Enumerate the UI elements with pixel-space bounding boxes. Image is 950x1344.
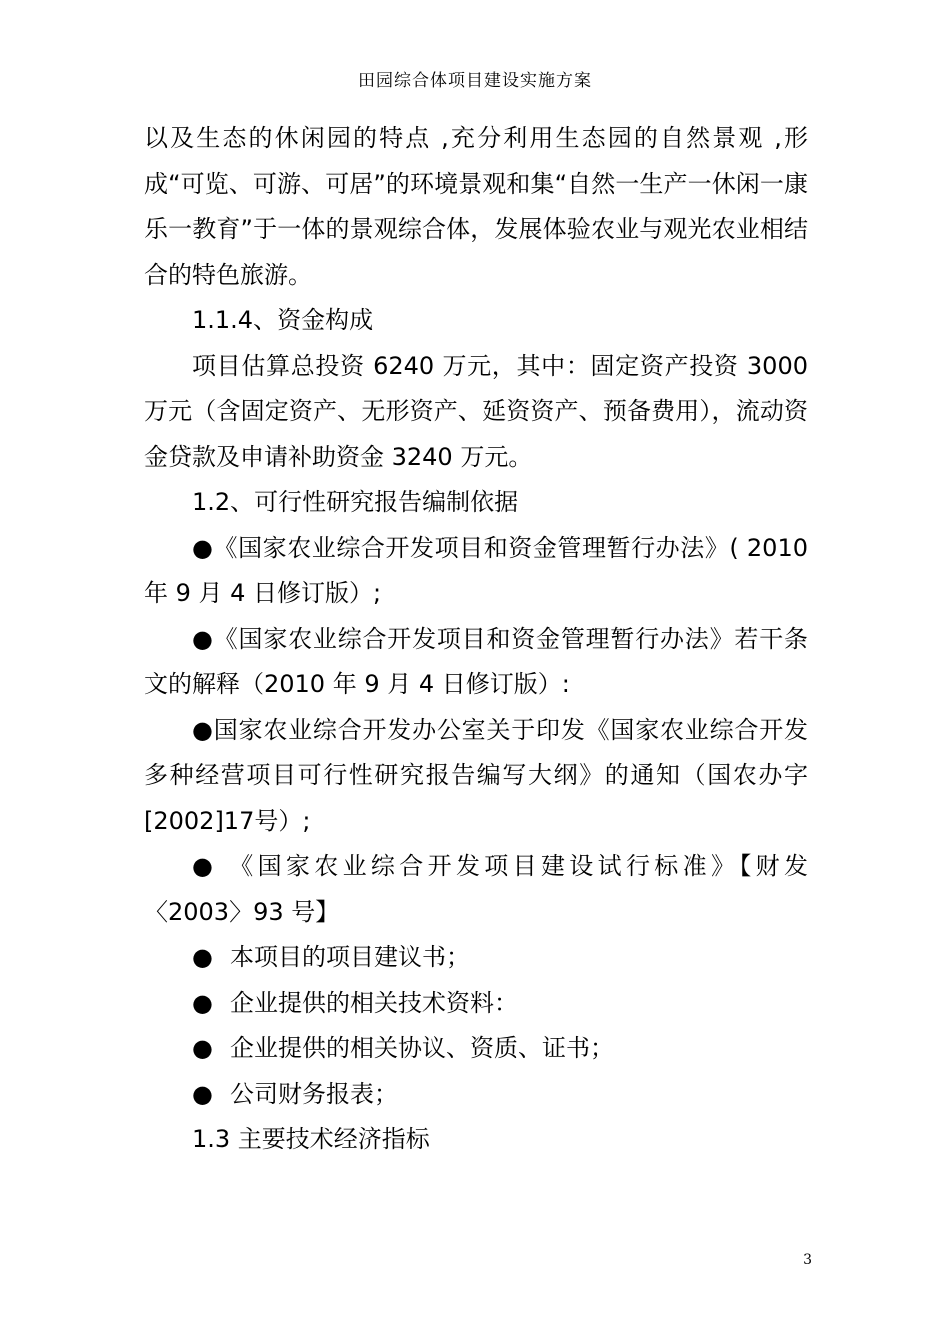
- list-item-text: 本项目的项目建议书；: [230, 943, 470, 971]
- paragraph-investment: 项目估算总投资 6240 万元，其中：固定资产投资 3000 万元（含固定资产、无形资产、延资资产、预备费用），流动资金贷款及申请补助资金 3240 万元。: [144, 351, 808, 471]
- section-heading-funding: 1.1.4、资金构成: [192, 306, 374, 334]
- section-heading-indicators: 1.3 主要技术经济指标: [192, 1125, 430, 1153]
- basis-item-notice: ●国家农业综合开发办公室关于印发《国家农业综合开发多种经营项目可行性研究报告编写大纲》的通知（国农办字[2002]17号）;: [144, 715, 808, 835]
- list-item: [144, 1072, 808, 1118]
- section-heading-basis: 1.2、可行性研究报告编制依据: [192, 488, 519, 516]
- list-item-text: 企业提供的相关技术资料：: [230, 988, 518, 1017]
- bullet-icon: ●: [192, 943, 213, 971]
- list-item: [144, 935, 808, 981]
- basis-item-standard: ● 《国家农业综合开发项目建设试行标准》【财发〈2003〉93 号】: [144, 852, 808, 926]
- basis-item-measures: ●《国家农业综合开发项目和资金管理暂行办法》( 2010 年 9 月 4 日修订版）;: [144, 533, 808, 607]
- list-item-text: 公司财务报表；: [230, 1079, 398, 1108]
- list-item: [144, 981, 808, 1027]
- bullet-icon: ●: [192, 1079, 213, 1108]
- page-header: 田园综合体项目建设实施方案: [358, 71, 592, 91]
- list-item-text: 企业提供的相关协议、资质、证书；: [230, 1034, 614, 1062]
- bullet-icon: ●: [192, 1034, 213, 1062]
- bullet-icon: ●: [192, 988, 213, 1017]
- page-number: 3: [803, 1252, 812, 1268]
- basis-item-interpretation: ●《国家农业综合开发项目和资金管理暂行办法》若干条文的解释（2010 年 9 月 4 日修订版）:: [144, 624, 808, 698]
- list-item: [144, 1026, 808, 1072]
- document-body: [144, 116, 808, 1163]
- paragraph-eco-park: 以及生态的休闲园的特点 ,充分利用生态园的自然景观 ,形成“可览、可游、可居”的环境景观和集“自然一生产一休闲一康乐一教育”于一体的景观综合体，发展体验农业与观光农业相结合的特色旅游。: [144, 124, 808, 289]
